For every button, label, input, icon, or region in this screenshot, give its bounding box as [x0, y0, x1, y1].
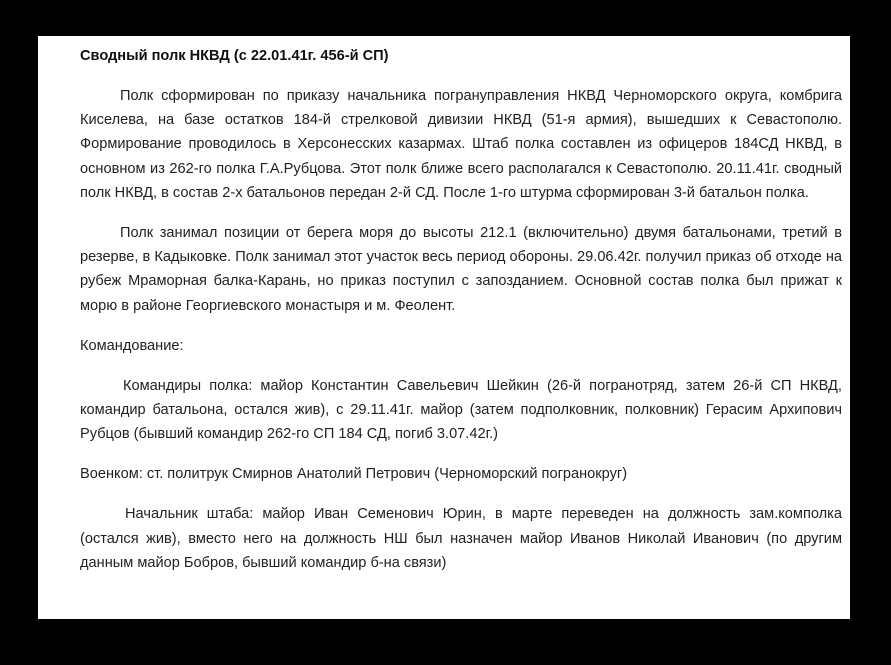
- document-title: Сводный полк НКВД (с 22.01.41г. 456-й СП): [80, 48, 389, 64]
- paragraph-chief-of-staff-text: Начальник штаба: майор Иван Семенович Юрин, в марте переведен на должность зам.комполка (остался жив), вместо него на должность НШ был назначен майор Иванов Николай Иванович (по другим данным майор Бобров, бывший командир б-на связи): [80, 506, 842, 571]
- paragraph-positions: [40, 221, 842, 318]
- paragraph-commanders: [40, 374, 842, 447]
- command-heading: Командование:: [80, 337, 184, 354]
- paragraph-formation: [40, 84, 842, 205]
- paragraph-chief-of-staff: [40, 502, 842, 575]
- paragraph-positions-text: Полк занимал позиции от берега моря до высоты 212.1 (включительно) двумя батальонами, третий в резерве, в Кадыковке. Полк занимал этот участок весь период обороны. 29.06.42г. получил приказ об отходе на рубеж Мраморная балка-Карань, но приказ поступил с запозданием. Основной состав полка был прижат к морю в районе Георгиевского монастыря и м. Феолент.: [80, 225, 842, 314]
- paragraph-commanders-text: Командиры полка: майор Константин Савельевич Шейкин (26-й погранотряд, затем 26-й СП НКВД, командир батальона, остался жив), с 29.11.41г. майор (затем подполковник, полковник) Герасим Архипович Рубцов (бывший командир 262-го СП 184 СД, погиб 3.07.42г.): [80, 377, 842, 443]
- commissar-line: Военком: ст. политрук Смирнов Анатолий Петрович (Черноморский погранокруг): [80, 466, 628, 483]
- paragraph-formation-text: Полк сформирован по приказу начальника погрануправления НКВД Черноморского округа, комбрига Киселева, на базе остатков 184-й стрелковой дивизии НКВД (51-я армия), вышедших к Севастополю. Формирование проводилось в Херсонесских казармах. Штаб полка составлен из офицеров 184СД НКВД, в основном из 262-го полка Г.А.Рубцова. Этот полк ближе всего располагался к Севастополю. 20.11.41г. сводный полк НКВД, в состав 2-х батальонов передан 2-й СД. После 1-го штурма сформирован 3-й батальон полка.: [80, 88, 842, 201]
- document-page: [38, 36, 850, 619]
